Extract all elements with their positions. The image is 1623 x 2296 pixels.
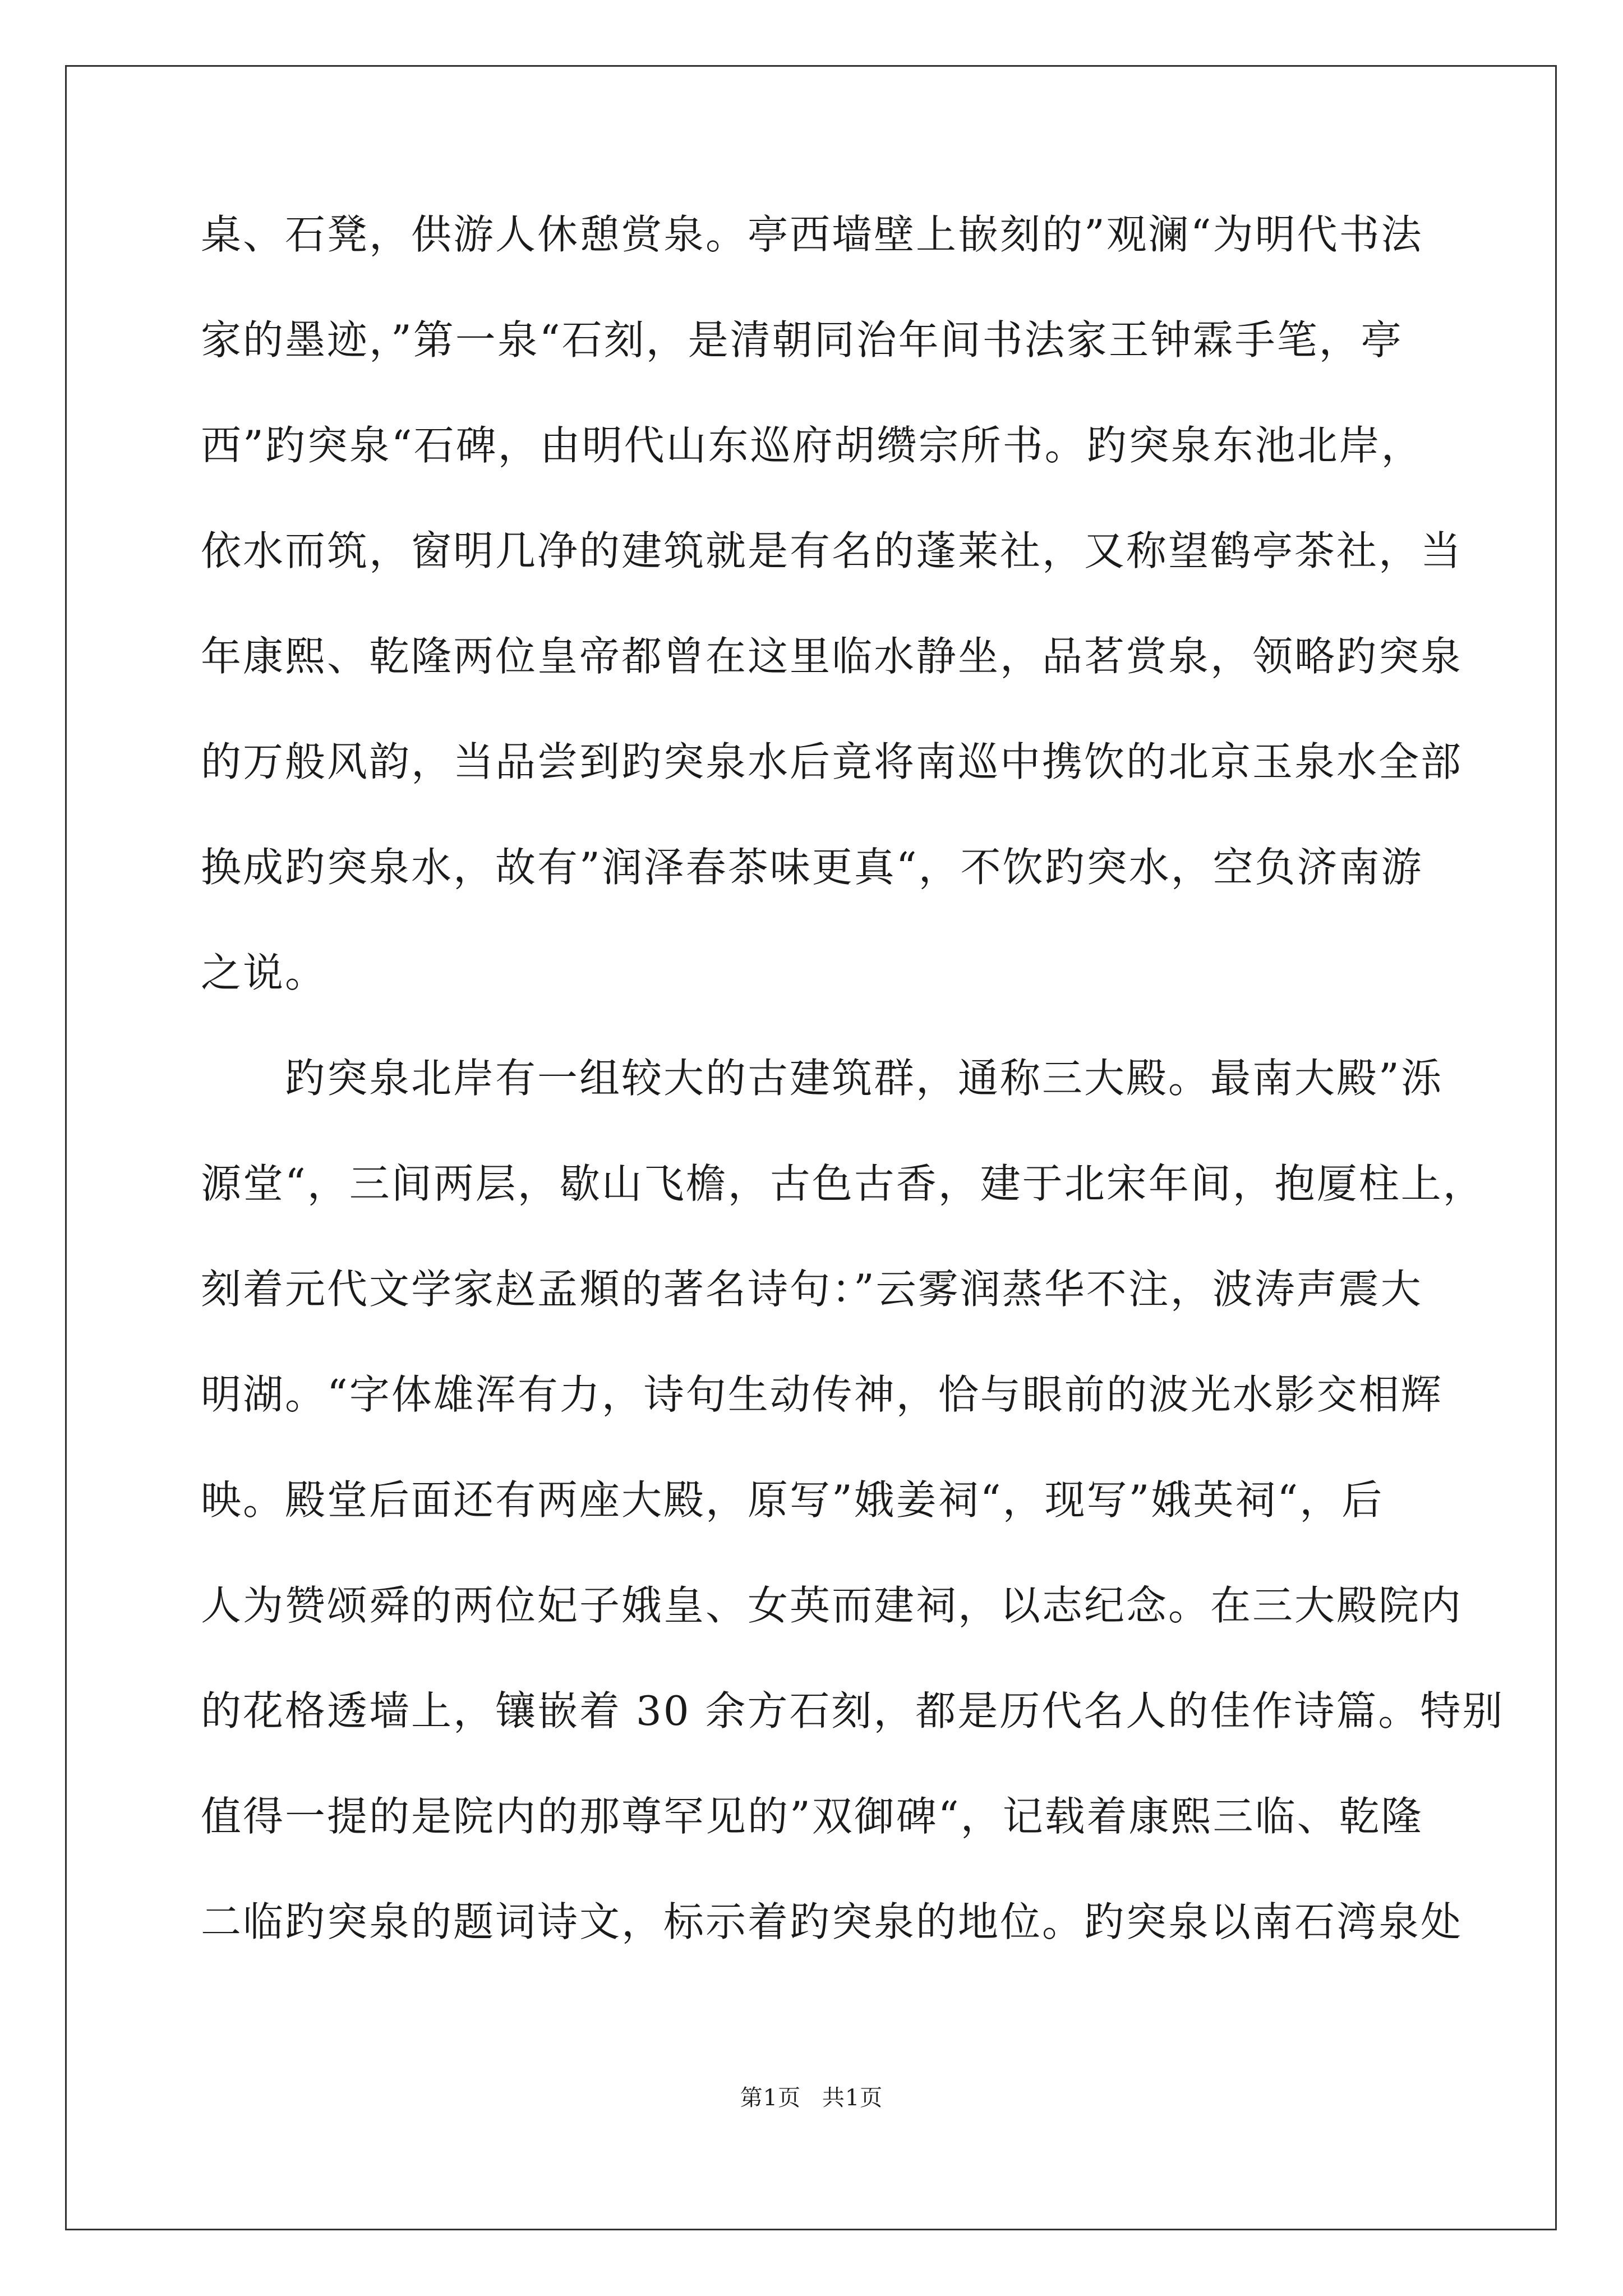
text-line: 的万般风韵，当品尝到趵突泉水后竟将南巡中携饮的北京玉泉水全部 [201, 738, 1463, 785]
text-line: 桌、石凳，供游人休憩赏泉。亭西墙壁上嵌刻的”观澜“为明代书法 [201, 211, 1423, 258]
text-line: 二临趵突泉的题词诗文，标示着趵突泉的地位。趵突泉以南石湾泉处 [201, 1898, 1463, 1945]
text-line-paragraph-start: 趵突泉北岸有一组较大的古建筑群，通称三大殿。最南大殿”泺 [285, 1055, 1443, 1102]
text-line: 家的墨迹，”第一泉“石刻，是清朝同治年间书法家王钟霖手笔，亭 [201, 316, 1403, 364]
text-line: 源堂“，三间两层，歇山飞檐，古色古香，建于北宋年间，抱厦柱上， [201, 1160, 1485, 1207]
text-line: 人为赞颂舜的两位妃子娥皇、女英而建祠，以志纪念。在三大殿院内 [201, 1582, 1463, 1629]
text-line: 刻着元代文学家赵孟頫的著名诗句：”云雾润蒸华不注，波涛声震大 [201, 1266, 1423, 1313]
text-line: 换成趵突泉水，故有”润泽春茶味更真“，不饮趵突水，空负济南游 [201, 844, 1423, 891]
text-line: 之说。 [201, 949, 328, 996]
text-line: 西”趵突泉“石碑，由明代山东巡府胡缵宗所书。趵突泉东池北岸， [201, 422, 1423, 469]
text-line: 明湖。“字体雄浑有力，诗句生动传神，恰与眼前的波光水影交相辉 [201, 1371, 1443, 1418]
page-footer [0, 2081, 1623, 2115]
page-number: 第1页 [740, 2085, 801, 2111]
text-line: 年康熙、乾隆两位皇帝都曾在这里临水静坐，品茗赏泉，领略趵突泉 [201, 633, 1463, 680]
text-line: 值得一提的是院内的那尊罕见的”双御碑“，记载着康熙三临、乾隆 [201, 1793, 1423, 1840]
text-line: 的花格透墙上，镶嵌着 30 余方石刻，都是历代名人的佳作诗篇。特别 [201, 1687, 1505, 1734]
page-total: 共1页 [822, 2085, 883, 2111]
text-line: 映。殿堂后面还有两座大殿，原写”娥姜祠“，现写”娥英祠“，后 [201, 1476, 1384, 1524]
text-line: 依水而筑，窗明几净的建筑就是有名的蓬莱社，又称望鹤亭茶社，当 [201, 527, 1463, 574]
